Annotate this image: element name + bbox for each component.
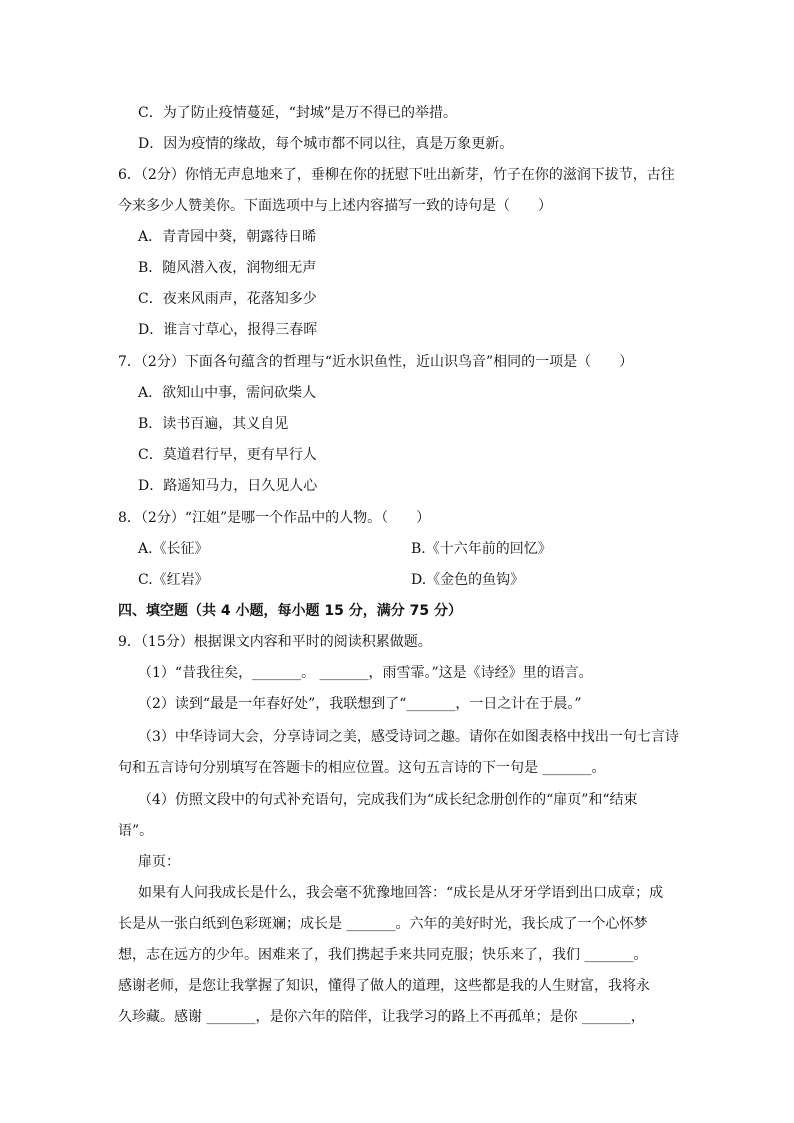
q9-part3-line1: （3）中华诗词大会，分享诗词之美，感受诗词之趣。请你在如图表格中找出一句七言诗 (138, 729, 679, 745)
fei-label: 扉页： (138, 854, 180, 870)
q6-option-c: C．夜来风雨声，花落知多少 (138, 291, 317, 307)
q9-part1: （1）“昔我往矣，_______。 _______，雨雪霏。”这是《诗经》里的语言。 (138, 665, 593, 681)
fei-text-line2: 长是从一张白纸到色彩斑斓；成长是 _______。六年的美好时光，我长成了一个心怀梦 (118, 916, 648, 932)
q9-part4-line1: （4）仿照文段中的句式补充语句，完成我们为“成长纪念册创作的“扉页”和“结束 (138, 792, 638, 808)
q8-option-c: C.《红岩》 (138, 572, 209, 588)
q9-part4-line2: 语”。 (118, 823, 154, 839)
fei-text-line3: 想，志在远方的少年。困难来了，我们携起手来共同克服；快乐来了，我们 _______。 (118, 947, 648, 963)
q7-option-b: B．读书百遍，其义自见 (138, 416, 289, 432)
q8-stem: 8．（2分）“江姐”是哪一个作品中的人物。（ ） (118, 510, 431, 526)
q7-option-d: D．路遥知马力，日久见人心 (138, 478, 318, 494)
q6-stem-line2: 今来多少人赞美你。下面选项中与上述内容描写一致的诗句是（ ） (118, 198, 552, 214)
q8-option-a: A.《长征》 (138, 541, 209, 557)
q5-option-d: D．因为疫情的缘故，每个城市都不同以往，真是万象更新。 (138, 136, 514, 152)
section-title: 四、填空题（共 4 小题，每小题 15 分，满分 75 分） (118, 603, 462, 619)
fei-text-line4: 感谢老师，是您让我掌握了知识，懂得了做人的道理，这些都是我的人生财富，我将永 (118, 978, 650, 994)
fei-text-line1: 如果有人问我成长是什么，我会毫不犹豫地回答：“成长是从牙牙学语到出口成章；成 (138, 885, 664, 901)
q7-option-a: A．欲知山中事，需问砍柴人 (138, 385, 317, 401)
q9-part2: （2）读到“最是一年春好处”，我联想到了“_______，一日之计在于晨。” (138, 696, 582, 712)
q9-part3-line2: 句和五言诗句分别填写在答题卡的相应位置。这句五言诗的下一句是 _______。 (118, 760, 606, 776)
q8-option-d: D.《金色的鱼钩》 (411, 572, 525, 588)
q6-option-b: B．随风潜入夜，润物细无声 (138, 260, 317, 276)
q7-stem: 7．（2分）下面各句蕴含的哲理与“近水识鱼性，近山识鸟音”相同的一项是（ ） (118, 354, 634, 370)
q9-stem: 9．（15分）根据课文内容和平时的阅读积累做题。 (118, 634, 432, 650)
q7-option-c: C．莫道君行早，更有早行人 (138, 447, 317, 463)
q6-stem-line1: 6．（2分）你悄无声息地来了，垂柳在你的抚慰下吐出新芽，竹子在你的滋润下拔节，古往 (118, 167, 675, 183)
fei-text-line5: 久珍藏。感谢 _______，是你六年的陪伴，让我学习的路上不再孤单；是你 _______， (118, 1009, 645, 1025)
q6-option-a: A．青青园中葵，朝露待日晞 (138, 229, 317, 245)
q5-option-c: C．为了防止疫情蔓延，“封城”是万不得已的举措。 (138, 105, 458, 121)
q6-option-d: D．谁言寸草心，报得三春晖 (138, 322, 318, 338)
q8-option-b: B.《十六年前的回忆》 (411, 541, 552, 557)
